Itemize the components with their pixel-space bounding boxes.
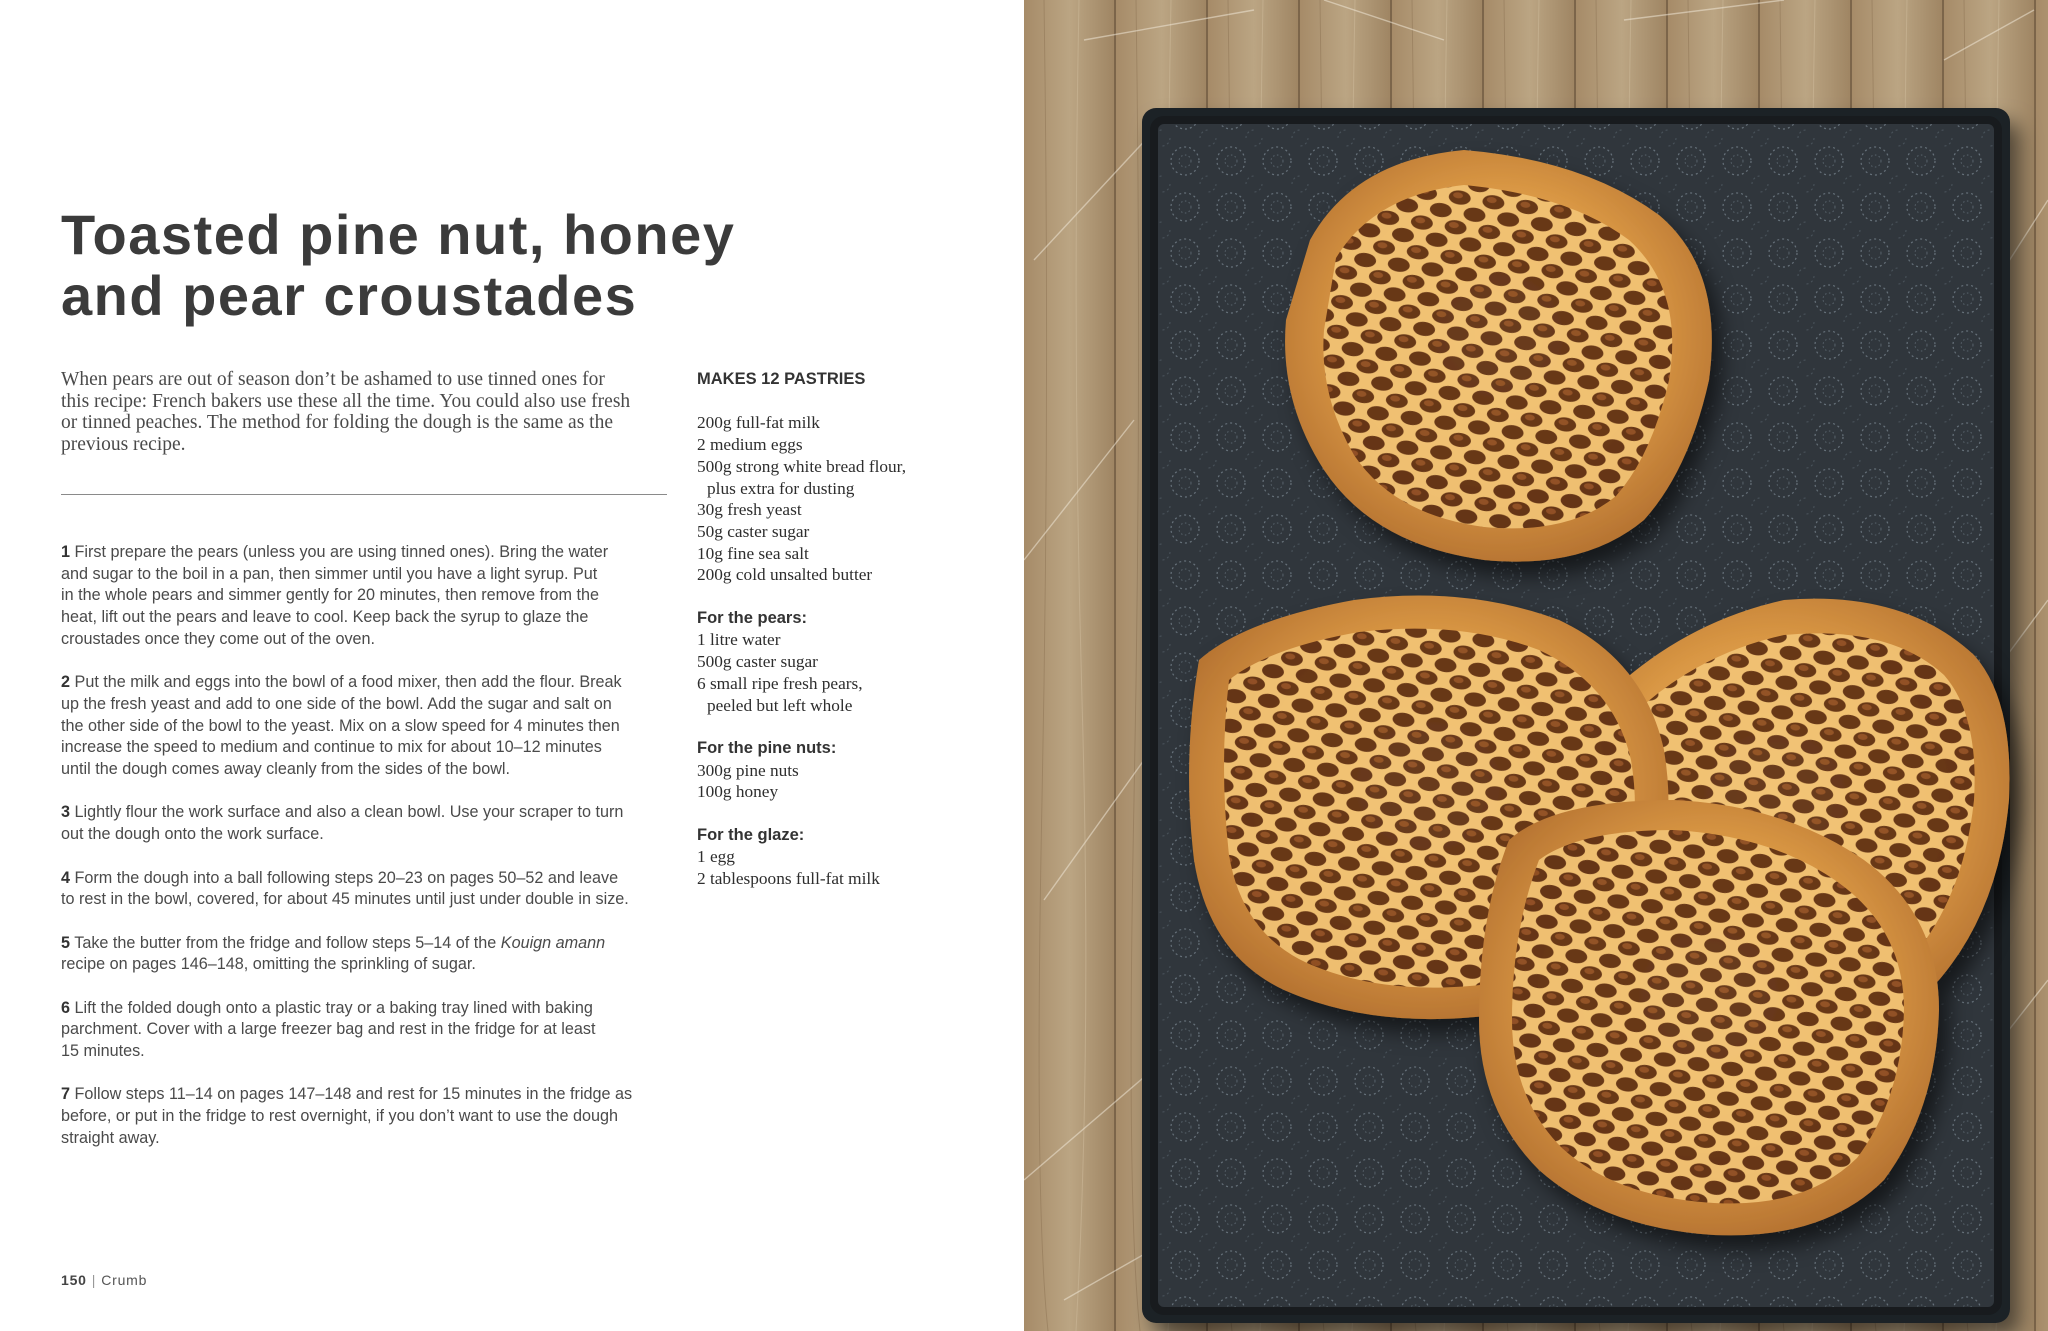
dough-ingredients [697,412,1017,586]
ingredient-item: 300g pine nuts [697,760,799,780]
pine-nut-ingredients [697,738,1017,803]
method-step-1 [61,542,681,651]
ingredient-item: peeled but left whole [707,695,853,715]
step-text: croustades once they come out of the oven. [61,629,376,648]
glaze-ingredients [697,825,1017,890]
step-text: Take the butter from the fridge and follow steps 5–14 of the [74,933,501,952]
step-number: 2 [61,673,71,692]
pine-nuts-heading: For the pine nuts: [697,738,837,757]
ingredient-item: 500g strong white bread flour, [697,456,907,476]
intro-line: this recipe: French bakers use these all the time. You could also use fresh [61,390,631,412]
step-text: increase the speed to medium and continue to mix for about 10–12 minutes [61,738,602,757]
divider-rule [61,494,667,495]
intro-line: previous recipe. [61,434,186,456]
method-step-7 [61,1084,681,1149]
pastry-photo-icon [1024,0,2048,1331]
step-text: the other side of the bowl to the yeast. Mix on a slow speed for 4 minutes then [61,716,620,735]
step-number: 5 [61,933,71,952]
ingredient-item: 100g honey [697,782,779,802]
ingredient-item: 30g fresh yeast [697,500,802,520]
step-text: heat, lift out the pears and leave to cool. Keep back the syrup to glaze the [61,608,589,627]
step-text: straight away. [61,1128,160,1147]
section-name: Crumb [101,1272,148,1288]
step-text: out the dough onto the work surface. [61,825,324,844]
step-text: Lift the folded dough onto a plastic tray or a baking tray lined with baking [74,998,593,1017]
method-step-3 [61,802,681,845]
step-text: 15 minutes. [61,1042,145,1061]
ingredient-item: 6 small ripe fresh pears, [697,673,863,693]
step-text: up the fresh yeast and add to one side of the bowl. Add the sugar and salt on [61,694,612,713]
yield-heading: MAKES 12 PASTRIES [697,370,866,388]
ingredient-item: 200g cold unsalted butter [697,565,873,585]
step-text: Put the milk and eggs into the bowl of a food mixer, then add the flour. Break [74,673,622,692]
recipe-title [61,204,761,326]
step-text: parchment. Cover with a large freezer bag and rest in the fridge for at least [61,1020,596,1039]
ingredient-item: 2 medium eggs [697,435,803,455]
step-number: 1 [61,543,71,561]
step-number: 3 [61,803,71,822]
step-text: First prepare the pears (unless you are using tinned ones). Bring the water [74,543,609,561]
ingredient-item: plus extra for dusting [707,478,855,498]
intro-line: When pears are out of season don’t be ashamed to use tinned ones for [61,369,605,390]
method-step-2 [61,672,681,781]
pears-heading: For the pears: [697,608,808,627]
method-step-4 [61,868,681,911]
step-text: in the whole pears and simmer gently for 20 minutes, then remove from the [61,586,600,605]
ingredient-item: 10g fine sea salt [697,543,809,563]
step-text: Lightly flour the work surface and also a clean bowl. Use your scraper to turn [74,803,624,822]
step-number: 4 [61,868,71,887]
recipe-intro [61,369,661,456]
step-text: Follow steps 11–14 on pages 147–148 and rest for 15 minutes in the fridge as [74,1085,633,1104]
step-text: before, or put in the fridge to rest overnight, if you don’t want to use the dough [61,1107,619,1126]
step-text: to rest in the bowl, covered, for about 45 minutes until just under double in size. [61,890,629,909]
method-step-6 [61,998,681,1063]
ingredient-item: 1 egg [697,847,735,867]
pastry-photo [1024,0,2048,1331]
intro-line: or tinned peaches. The method for folding the dough is the same as the [61,412,613,434]
step-text: and sugar to the boil in a pan, then simmer until you have a light syrup. Put [61,564,598,583]
page-number: 150 [61,1272,87,1288]
title-line-2: and pear croustades [61,264,638,327]
pears-ingredients [697,608,1017,717]
step-text: recipe on pages 146–148, omitting the sprinkling of sugar. [61,955,476,974]
ingredient-item: 1 litre water [697,630,781,650]
step-number: 7 [61,1085,71,1104]
ingredients-list [697,369,1017,912]
glaze-heading: For the glaze: [697,825,805,844]
footer-separator: | [91,1272,97,1288]
method-steps [61,542,681,1171]
step-text: Form the dough into a ball following steps 20–23 on pages 50–52 and leave [74,868,619,887]
step-text: until the dough comes away cleanly from the sides of the bowl. [61,760,510,779]
title-line-1: Toasted pine nut, honey [61,203,736,266]
method-step-5 [61,933,681,976]
ingredient-item: 500g caster sugar [697,652,818,672]
page-footer [61,1272,147,1288]
ingredient-item: 200g full-fat milk [697,413,820,433]
step-number: 6 [61,998,71,1017]
ingredient-item: 50g caster sugar [697,521,810,541]
recipe-reference: Kouign amann [500,933,606,952]
ingredient-item: 2 tablespoons full-fat milk [697,869,880,889]
